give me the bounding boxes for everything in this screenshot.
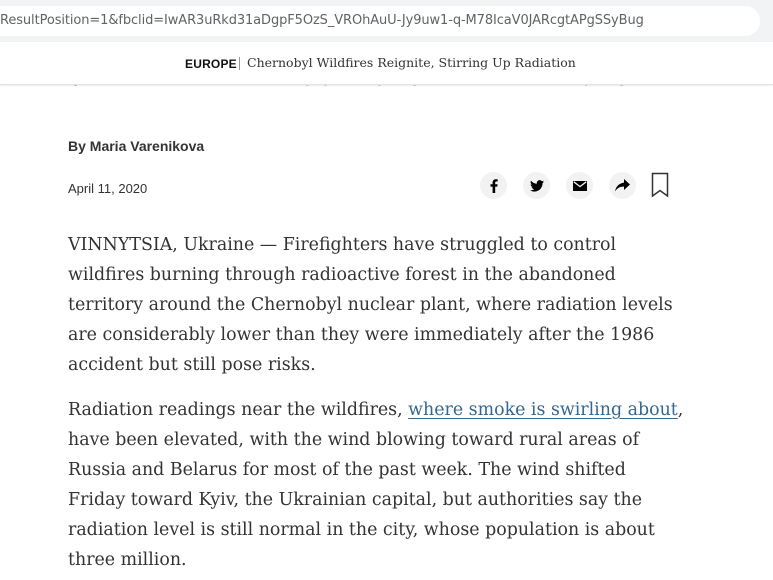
bookmark-icon: [651, 172, 669, 198]
smoke-story-link[interactable]: where smoke is swirling about: [408, 400, 678, 420]
share-icon: [615, 179, 630, 192]
byline-author[interactable]: By Maria Varenikova: [68, 138, 205, 154]
email-icon: [573, 181, 587, 191]
save-article-button[interactable]: [651, 172, 669, 198]
paragraph-text: , have been elevated, with the wind blowing toward rural areas of Russia and Belarus for most of the past week. The wind shifted Friday toward Kyiv, the Ukrainian capital, but authorities say the radiation level is still normal in the city, whose population is about three million.: [68, 400, 684, 570]
more-share-button[interactable]: [609, 172, 636, 199]
article-paragraph: [68, 395, 688, 575]
sticky-header: [0, 42, 773, 85]
article-body: [68, 230, 688, 580]
facebook-share-button[interactable]: [480, 172, 507, 199]
twitter-icon: [530, 180, 544, 192]
article-paragraph: VINNYTSIA, Ukraine — Firefighters have struggled to control wildfires burning through radioactive forest in the abandoned territory around the Chernobyl nuclear plant, where radiation levels are considerably lower than they were immediately after the 1986 accident but still pose risks.: [68, 235, 673, 375]
email-share-button[interactable]: [566, 172, 593, 199]
facebook-icon: [487, 179, 501, 193]
twitter-share-button[interactable]: [523, 172, 550, 199]
browser-toolbar: [0, 0, 773, 42]
address-bar[interactable]: [0, 6, 760, 36]
header-divider: [239, 57, 240, 70]
publish-date: April 11, 2020: [68, 181, 148, 196]
header-headline: Chernobyl Wildfires Reignite, Stirring Up Radiation: [247, 55, 576, 70]
url-text[interactable]: ResultPosition=1&fbclid=IwAR3uRkd31aDgpF5OzS_VROhAuU-Jy9uw1-q-M78IcaV0JARcgtAPgSSyBug: [0, 13, 644, 28]
paragraph-text: Radiation readings near the wildfires,: [68, 400, 409, 420]
section-link[interactable]: EUROPE: [185, 57, 237, 71]
